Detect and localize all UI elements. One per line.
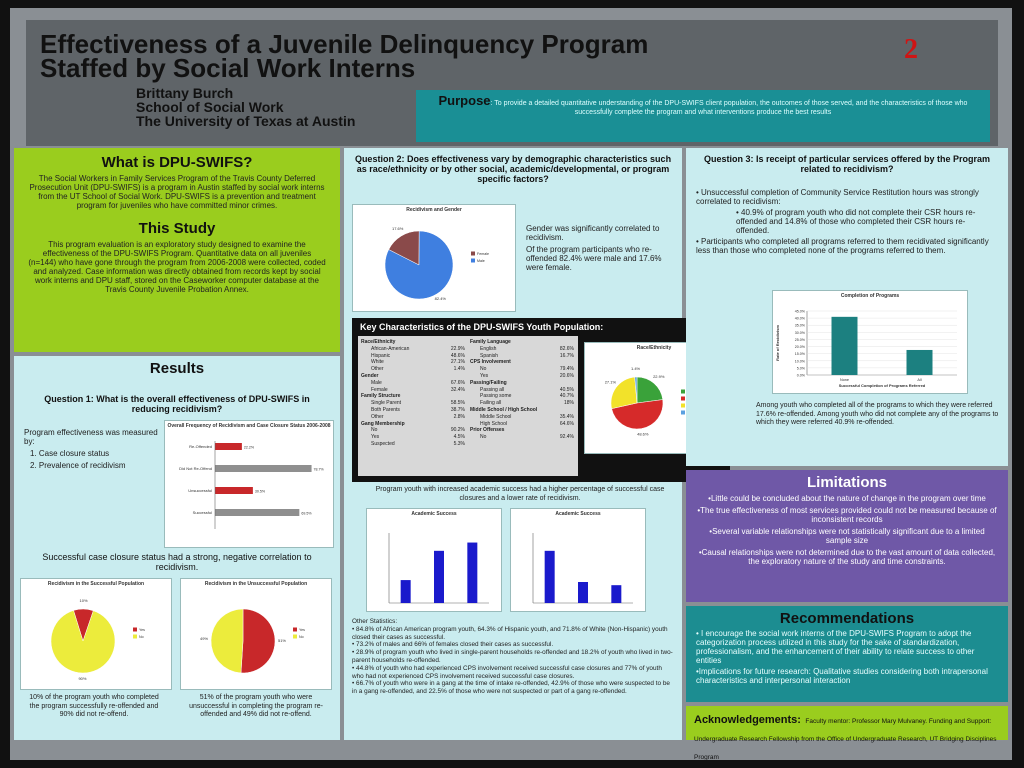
vbar-bar (401, 580, 411, 603)
academic-chart-1-svg (367, 519, 501, 611)
key-table-row (361, 414, 465, 421)
y-axis-label: Rate of Recidivism (775, 325, 780, 361)
legend-label: No (139, 635, 144, 639)
measured-text: Program effectiveness was measured by: (24, 428, 158, 446)
measure-2: 2. Prevalence of recidivism (30, 461, 126, 470)
academic-chart-2-title: Academic Success (555, 511, 601, 517)
key-table-value: 48.6% (450, 352, 465, 359)
pie-value-label: 22.9% (653, 374, 665, 380)
purpose-text: : To provide a detailed quantitative understanding of the DPU-SWIFS client population, the outcomes of those served, and the characteristics of those who successfully complete the program and what interventions produce the best results (490, 100, 968, 116)
gender-pie-svg (353, 215, 515, 311)
gender-pie-chart (352, 204, 516, 312)
legend-label: Yes (139, 628, 145, 632)
gender-text (526, 224, 672, 272)
limitation-1: •Little could be concluded about the nature of change in the program over time (708, 494, 986, 503)
recommendations-heading: Recommendations (779, 610, 915, 627)
key-table-value: 2.8% (453, 413, 465, 420)
key-table-label: No (480, 434, 487, 441)
y-tick-label: 45.0% (794, 309, 805, 314)
other-stat-3: • 28.9% of program youth who lived in single-parent households re-offended and 18.2% of youth who lived in two-parent households re-offended. (352, 649, 673, 664)
pie1-caption: 10% of the program youth who completed the program successfully re-offended and 90% did not re-offend. (29, 694, 159, 718)
key-table (358, 336, 578, 476)
bar-value-label: 30.5% (254, 489, 266, 494)
legend-swatch (681, 390, 685, 394)
q3-bullet-2: • Participants who completed all programs referred to them recidivated significantly less than those who completed none of the programs referred to them. (696, 237, 989, 255)
key-heading: Key Characteristics of the DPU-SWIFS Youth Population: (360, 322, 604, 332)
key-table-row (361, 339, 465, 346)
q3-bullet-1: • Unsuccessful completion of Community Service Restitution hours was strongly correlated to recidivism: (696, 188, 979, 206)
key-table-row (361, 387, 465, 394)
hbar-bar (215, 509, 299, 516)
key-table-label: Other (371, 366, 384, 373)
pie2-svg (181, 589, 331, 689)
key-table-label: Female (371, 386, 388, 393)
author-block (136, 86, 436, 128)
y-tick-label: 30.0% (794, 330, 805, 335)
key-table-row (470, 400, 574, 407)
key-table-value: 20.6% (559, 372, 574, 379)
slide-number: 2 (904, 34, 918, 65)
bar-category-label: Re-Offended (189, 444, 212, 449)
academic-chart-2-svg (511, 519, 645, 611)
key-table-label: Passing all (480, 386, 505, 393)
y-tick-label: 5.0% (796, 366, 805, 371)
key-table-value: 16.7% (559, 352, 574, 359)
legend-swatch (133, 628, 137, 632)
key-table-row (470, 414, 574, 421)
vbar-bar (611, 585, 621, 603)
pie-value-label: 27.1% (604, 379, 617, 385)
key-table-row (470, 380, 574, 387)
pie-value-label: 1.4% (630, 366, 641, 372)
purpose-label: Purpose (438, 93, 491, 108)
bar-value-label: 78.7% (313, 467, 324, 472)
pie-value-label: 82.4% (434, 296, 446, 302)
x-tick-label: All (917, 378, 922, 382)
key-table-label: Race/Ethnicity (361, 339, 396, 345)
key-table-label: Spanish (480, 352, 499, 359)
bar-value-label: 69.5% (301, 511, 312, 516)
key-table-row (361, 434, 465, 441)
other-statistics (352, 618, 674, 696)
pie1-title: Recidivism in the Successful Population (47, 581, 145, 587)
key-table-label: Middle School / High School (470, 406, 538, 413)
pie-value-label: 51% (277, 638, 286, 644)
key-table-label: No (480, 366, 487, 373)
pie-value-label: 10% (79, 598, 88, 604)
key-table-value: 67.6% (450, 379, 465, 386)
bar-value-label: 22.2% (243, 445, 255, 450)
completion-chart (772, 290, 968, 394)
key-table-label: Both Parents (371, 406, 400, 413)
measured-block (24, 428, 164, 470)
university-name: The University of Texas at Austin (136, 113, 356, 129)
key-table-value: 35.4% (559, 413, 574, 420)
limitation-3: •Several variable relationships were not statistically significant due to a limited sample size (709, 527, 985, 545)
key-table-label: Hispanic (371, 352, 391, 359)
key-table-value: 4.5% (453, 434, 465, 441)
key-table-row (470, 373, 574, 380)
recommendation-1: • I encourage the social work interns of the DPU-SWIFS Program to adopt the categorization process utilized in this study for the sake of standardization, professionalism, and the enhancement of their ability to relate success to other entities (696, 629, 975, 665)
key-table-row (361, 346, 465, 353)
key-table-row (470, 427, 574, 434)
other-stat-2: • 73.2% of males and 66% of females closed their cases as successful. (352, 641, 554, 649)
legend-label: Male (477, 259, 485, 263)
gender-text-2: Of the program participants who re-offended 82.4% were male and 17.6% were female. (526, 245, 662, 272)
key-table-value: 18% (563, 400, 574, 407)
y-tick-label: 10.0% (794, 359, 805, 364)
legend-swatch (293, 628, 297, 632)
poster-header (26, 20, 998, 146)
closure-correlation-text: Successful case closure status had a strong, negative correlation to recidivism. (42, 552, 312, 572)
bar-category-label: Unsuccessful (188, 488, 212, 493)
key-table-left (361, 339, 465, 448)
key-table-value: 64.6% (559, 420, 574, 427)
key-table-label: No (371, 427, 378, 434)
measure-1: 1. Case closure status (30, 449, 110, 458)
pie-value-label: 90% (78, 675, 87, 681)
key-table-label: Other (371, 413, 384, 420)
legend-swatch (293, 635, 297, 639)
key-table-label: White (371, 359, 384, 366)
key-table-value: 40.5% (559, 386, 574, 393)
key-table-row (361, 427, 465, 434)
key-table-row (470, 393, 574, 400)
vbar-bar (434, 551, 444, 603)
author-name: Brittany Burch (136, 85, 234, 101)
key-table-row (470, 346, 574, 353)
intro-panel (14, 148, 340, 352)
key-table-label: Passing some (480, 393, 512, 400)
recommendation-2: •Implications for future research: Qualitative studies considering both intrapersonal characteristics and interpersonal interaction (696, 667, 988, 685)
key-table-value: 32.4% (450, 386, 465, 393)
acknowledgements-panel (686, 706, 1008, 760)
key-table-row (470, 421, 574, 428)
x-axis-label: Successful Completion of Programs Referred (838, 383, 926, 388)
academic-text: Program youth with increased academic success had a higher percentage of successful case closures and a lower rate of recidivism. (375, 486, 665, 502)
other-stat-1: • 84.8% of African American program youth, 64.3% of Hispanic youth, and 71.8% of White (Non-Hispanic) youth closed their cases as successful. (352, 625, 668, 641)
key-table-row (361, 380, 465, 387)
vbar-bar (832, 317, 858, 375)
what-is-text: The Social Workers in Family Services Program of the Travis County Deferred Prosecution Unit (DPU-SWIFS) is a program in Austin staffed by social work interns from the UT School of Social Work. DPU-SWIFS is a prevention and treatment program for juveniles who have committed minor crimes. (29, 174, 325, 210)
key-table-label: Yes (371, 434, 380, 441)
y-tick-label: 20.0% (794, 345, 805, 350)
key-table-row (470, 407, 574, 414)
pie2-title: Recidivism in the Unsuccessful Population (204, 581, 308, 587)
q3-bullets (696, 188, 998, 255)
key-table-row (361, 393, 465, 400)
key-table-row (470, 387, 574, 394)
bar-category-label: Did Not Re-Offend (179, 466, 212, 471)
vbar-bar (578, 582, 588, 603)
y-tick-label: 0.0% (796, 373, 805, 378)
key-table-label: African-American (371, 345, 410, 352)
key-table-label: Middle School (480, 413, 512, 420)
gender-chart-title: Recidivism and Gender (406, 207, 462, 213)
key-table-value: 22.9% (450, 345, 465, 352)
gender-text-1: Gender was significantly correlated to recidivism. (526, 224, 660, 242)
key-table-row (361, 366, 465, 373)
academic-chart-1 (366, 508, 502, 612)
vbar-bar (545, 551, 555, 603)
key-table-label: Family Language (470, 339, 511, 345)
y-tick-label: 35.0% (794, 323, 805, 328)
results-panel (14, 356, 340, 740)
key-table-label: Gang Membership (361, 420, 405, 427)
key-table-row (361, 359, 465, 366)
school-name: School of Social Work (136, 99, 284, 115)
legend-label: No (299, 635, 304, 639)
successful-pie-chart (20, 578, 172, 690)
pie-slice (241, 609, 275, 673)
x-tick-label: None (839, 378, 850, 382)
key-table-value: 38.7% (450, 406, 465, 413)
q2-question: Question 2: Does effectiveness vary by demographic characteristics such as race/ethnicity or by other social, academic/developmental, or program specific factors? (354, 154, 672, 184)
legend-label: Female (477, 252, 489, 256)
pie-slice (211, 609, 243, 673)
key-table-row (361, 400, 465, 407)
pie-slice (637, 377, 663, 403)
pie-value-label: 48.6% (637, 431, 649, 437)
title-line-1: Effectiveness of a Juvenile Delinquency Program (40, 29, 649, 59)
key-table-label: Family Structure (361, 393, 401, 400)
y-tick-label: 40.0% (794, 316, 805, 321)
limitation-4: •Causal relationships were not determined due to the vast amount of data collected, the exploratory nature of the study and time constraints. (698, 548, 996, 566)
this-study-text: This program evaluation is an exploratory study designed to examine the effectiveness of the DPU-SWIFS Program. Quantitative data on all juveniles (n=144) who have gone through the program from 2006-2008 were collected, coded and analyzed. Case information was directly obtained from records kept by social work interns and DPU staff, stored on the Caseworker computer database at the Travis County Juvenile Probation Annex. (28, 240, 326, 294)
title-line-2: Staffed by Social Work Interns (40, 53, 416, 83)
key-table-value: 79.4% (559, 366, 574, 373)
q3-question: Question 3: Is receipt of particular services offered by the Program related to recidivism? (703, 154, 991, 174)
key-table-row (361, 353, 465, 360)
key-table-value: 58.5% (450, 400, 465, 407)
other-stat-4: • 44.8% of youth who had experienced CPS involvement received successful case closures and 77% of youth who had not experienced CPS involvement received successful case closures. (352, 664, 662, 680)
key-table-value: 90.2% (450, 427, 465, 434)
acknowledgements-label: Acknowledgements: (694, 714, 801, 726)
q3-bullet-1a: • 40.9% of program youth who did not complete their CSR hours re-offended and 14.8% of those who completed their CSR hours re-offended. (736, 208, 976, 235)
academic-chart-1-title: Academic Success (411, 511, 457, 517)
overall-recidivism-chart (164, 420, 334, 548)
limitations-panel (686, 470, 1008, 602)
bar-category-label: Successful (192, 510, 212, 515)
key-table-row (361, 373, 465, 380)
other-stat-5: • 66.7% of youth who were in a gang at the time of intake re-offended, 42.9% of those who were suspected to be in a gang re-offended, and 22.5% of those who were not suspected or part of a gang re-offended. (352, 680, 670, 696)
key-table-value: 1.4% (453, 366, 465, 373)
legend-swatch (681, 397, 685, 401)
y-tick-label: 15.0% (794, 352, 805, 357)
key-table-label: CPS Involvement (470, 359, 511, 366)
q1-question: Question 1: What is the overall effectiveness of DPU-SWIFS in reducing recidivism? (44, 394, 310, 414)
key-table-label: Yes (480, 372, 489, 379)
key-table-row (470, 434, 574, 441)
key-table-row (361, 407, 465, 414)
pie1-svg (21, 589, 171, 689)
key-table-label: Gender (361, 372, 379, 379)
limitations-heading: Limitations (806, 474, 887, 491)
limitation-2: •The true effectiveness of most services provided could not be measured because of inconsistent records (697, 506, 997, 524)
vbar-bar (467, 543, 477, 603)
hbar-bar (215, 465, 312, 472)
q3-panel (686, 148, 1008, 466)
vbar-bar (907, 350, 933, 375)
key-table-row (470, 366, 574, 373)
pie2-caption: 51% of the program youth who were unsuccessful in completing the program re-offended and 49% did not re-offend. (189, 694, 323, 718)
key-table-value: 5.3% (453, 440, 465, 447)
race-chart-title: Race/Ethnicity (636, 345, 672, 351)
pie-value-label: 49% (200, 635, 209, 641)
key-table-right (470, 339, 574, 441)
y-tick-label: 25.0% (794, 337, 805, 342)
key-table-label: Suspected (371, 440, 395, 447)
key-table-row (470, 359, 574, 366)
key-table-row (470, 353, 574, 360)
key-table-row (361, 421, 465, 428)
legend-swatch (471, 252, 475, 256)
key-table-value: 40.7% (559, 393, 574, 400)
poster-slide (10, 8, 1012, 760)
key-table-row (361, 441, 465, 448)
legend-swatch (681, 411, 685, 415)
key-table-row (470, 339, 574, 346)
key-table-label: High School (480, 420, 507, 427)
key-table-label: Passing/Failing (470, 379, 507, 386)
key-table-label: Single Parent (371, 400, 402, 407)
acknowledgements-text: Faculty mentor: Professor Mary Mulvaney. Funding and Support: Undergraduate Research Fellowship from the Office of Undergraduate Research, UT Bridging Disciplines Program (694, 718, 997, 760)
other-heading: Other Statistics: (352, 618, 398, 625)
key-table-label: Prior Offenses (470, 427, 505, 434)
unsuccessful-pie-chart (180, 578, 332, 690)
this-study-heading: This Study (138, 220, 216, 237)
overall-chart-svg (165, 435, 333, 547)
academic-chart-2 (510, 508, 646, 612)
completion-chart-title: Completion of Programs (840, 293, 900, 299)
completion-chart-svg (773, 301, 967, 393)
poster-title (40, 29, 800, 83)
legend-swatch (133, 635, 137, 639)
legend-label: Yes (299, 628, 305, 632)
overall-chart-title: Overall Frequency of Recidivism and Case Closure Status 2006-2008 (167, 423, 331, 429)
recommendations-panel (686, 606, 1008, 702)
key-table-value: 82.6% (559, 345, 574, 352)
key-table-label: Failing all (480, 400, 502, 407)
key-characteristics-box (352, 318, 730, 482)
pie-value-label: 17.6% (392, 225, 404, 231)
hbar-bar (215, 443, 242, 450)
legend-swatch (681, 404, 685, 408)
key-table-label: Male (371, 379, 382, 386)
key-table-value: 92.4% (559, 434, 574, 441)
results-heading: Results (149, 360, 205, 377)
hbar-bar (215, 487, 253, 494)
completion-caption: Among youth who completed all of the programs to which they were referred 17.6% re-offended. Among youth who did not complete any of the programs to which they were referred 40.9% re-offended. (756, 402, 999, 426)
key-table-label: English (480, 345, 497, 352)
what-is-heading: What is DPU-SWIFS? (101, 154, 253, 171)
key-table-value: 27.1% (450, 359, 465, 366)
legend-swatch (471, 259, 475, 263)
purpose-box (416, 90, 990, 142)
